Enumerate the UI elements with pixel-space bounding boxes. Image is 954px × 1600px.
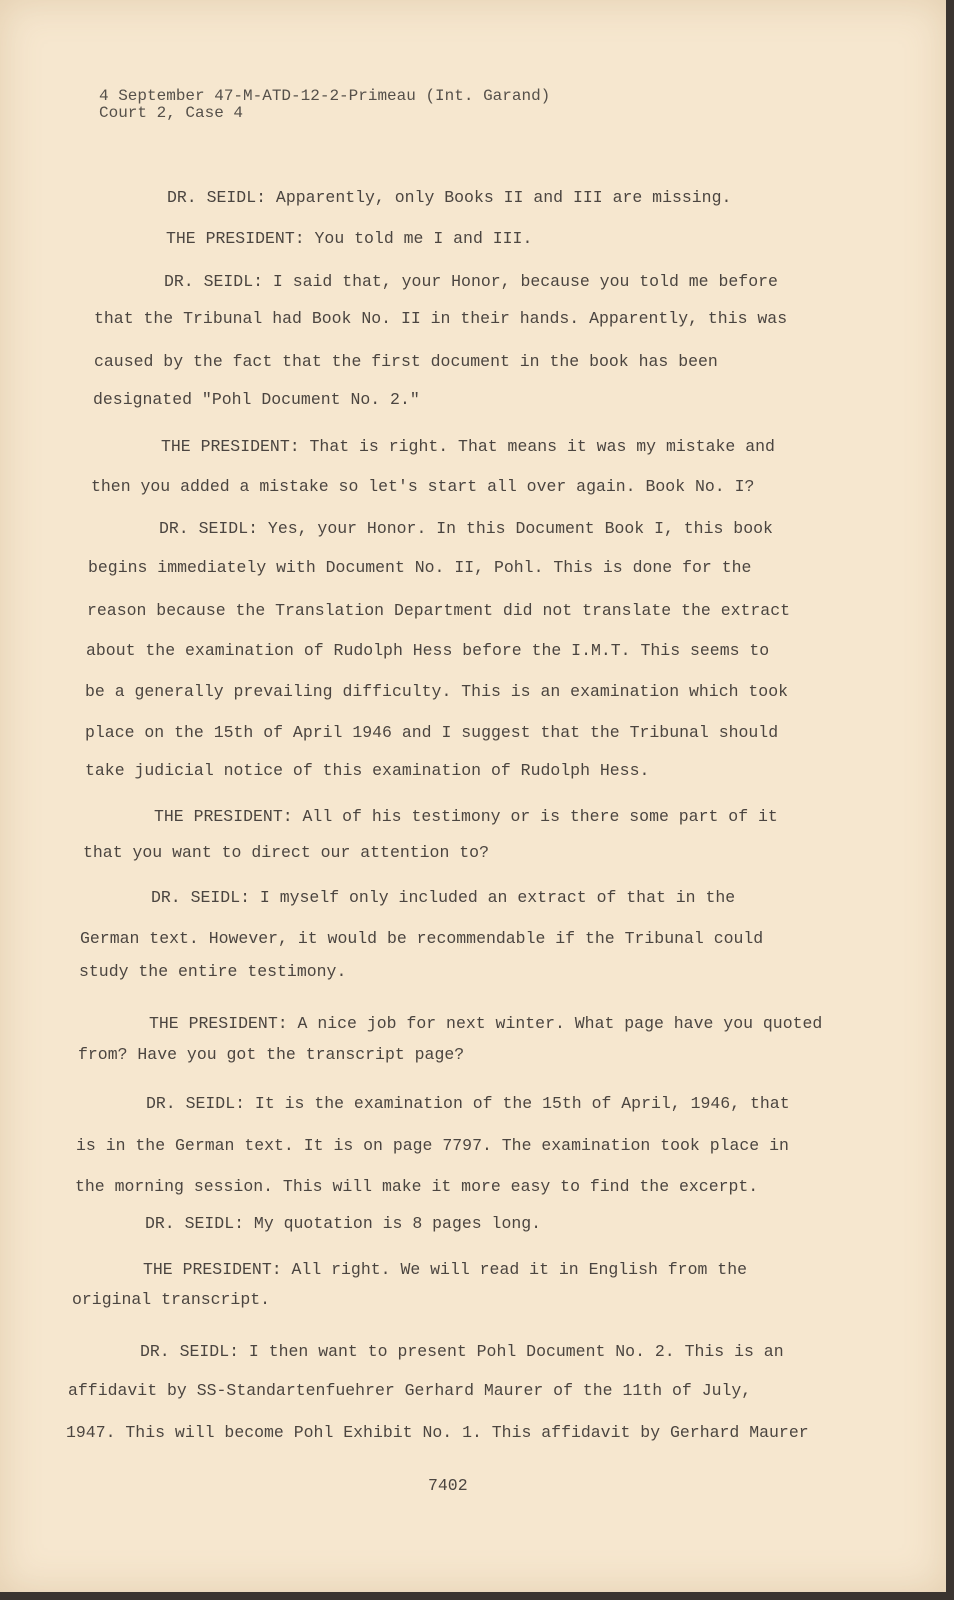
text-line: study the entire testimony. xyxy=(79,962,347,981)
text-line: caused by the fact that the first document in the book has been xyxy=(94,352,718,371)
text-line: take judicial notice of this examination of Rudolph Hess. xyxy=(85,761,650,780)
text-line: place on the 15th of April 1946 and I suggest that the Tribunal should xyxy=(85,723,779,742)
text-line: THE PRESIDENT: That is right. That means it was my mistake and xyxy=(161,437,775,456)
header-line-1: 4 September 47-M-ATD-12-2-Primeau (Int. Garand) xyxy=(99,87,551,105)
text-line: THE PRESIDENT: A nice job for next winter. What page have you quoted xyxy=(149,1014,823,1033)
text-line: DR. SEIDL: Yes, your Honor. In this Document Book I, this book xyxy=(159,519,773,538)
text-line: designated "Pohl Document No. 2." xyxy=(93,390,420,409)
text-line: THE PRESIDENT: You told me I and III. xyxy=(166,229,533,248)
text-line: DR. SEIDL: I said that, your Honor, because you told me before xyxy=(164,272,778,291)
text-line: affidavit by SS-Standartenfuehrer Gerhard Maurer of the 11th of July, xyxy=(68,1381,752,1400)
page-number: 7402 xyxy=(428,1476,468,1495)
text-line: from? Have you got the transcript page? xyxy=(78,1045,465,1064)
text-line: German text. However, it would be recommendable if the Tribunal could xyxy=(80,929,764,948)
text-line: the morning session. This will make it more easy to find the excerpt. xyxy=(75,1177,759,1196)
text-line: then you added a mistake so let's start all over again. Book No. I? xyxy=(91,477,755,496)
text-line: DR. SEIDL: I myself only included an extract of that in the xyxy=(151,888,736,907)
text-line: be a generally prevailing difficulty. This is an examination which took xyxy=(85,682,789,701)
text-line: DR. SEIDL: I then want to present Pohl Document No. 2. This is an xyxy=(140,1342,784,1361)
text-line: DR. SEIDL: It is the examination of the 15th of April, 1946, that xyxy=(146,1094,790,1113)
text-line: original transcript. xyxy=(72,1290,271,1309)
text-line: reason because the Translation Department did not translate the extract xyxy=(87,601,791,620)
text-line: begins immediately with Document No. II, Pohl. This is done for the xyxy=(88,558,752,577)
header-line-2: Court 2, Case 4 xyxy=(99,104,244,122)
text-line: about the examination of Rudolph Hess before the I.M.T. This seems to xyxy=(86,641,770,660)
text-line: DR. SEIDL: My quotation is 8 pages long. xyxy=(145,1214,542,1233)
text-line: THE PRESIDENT: All right. We will read it in English from the xyxy=(143,1260,747,1279)
text-line: DR. SEIDL: Apparently, only Books II and III are missing. xyxy=(167,188,732,207)
text-line: that you want to direct our attention to? xyxy=(83,843,489,862)
text-line: that the Tribunal had Book No. II in their hands. Apparently, this was xyxy=(94,309,788,328)
text-line: THE PRESIDENT: All of his testimony or is there some part of it xyxy=(154,807,778,826)
text-line: 1947. This will become Pohl Exhibit No. 1. This affidavit by Gerhard Maurer xyxy=(66,1423,809,1442)
text-line: is in the German text. It is on page 7797. The examination took place in xyxy=(76,1136,789,1155)
